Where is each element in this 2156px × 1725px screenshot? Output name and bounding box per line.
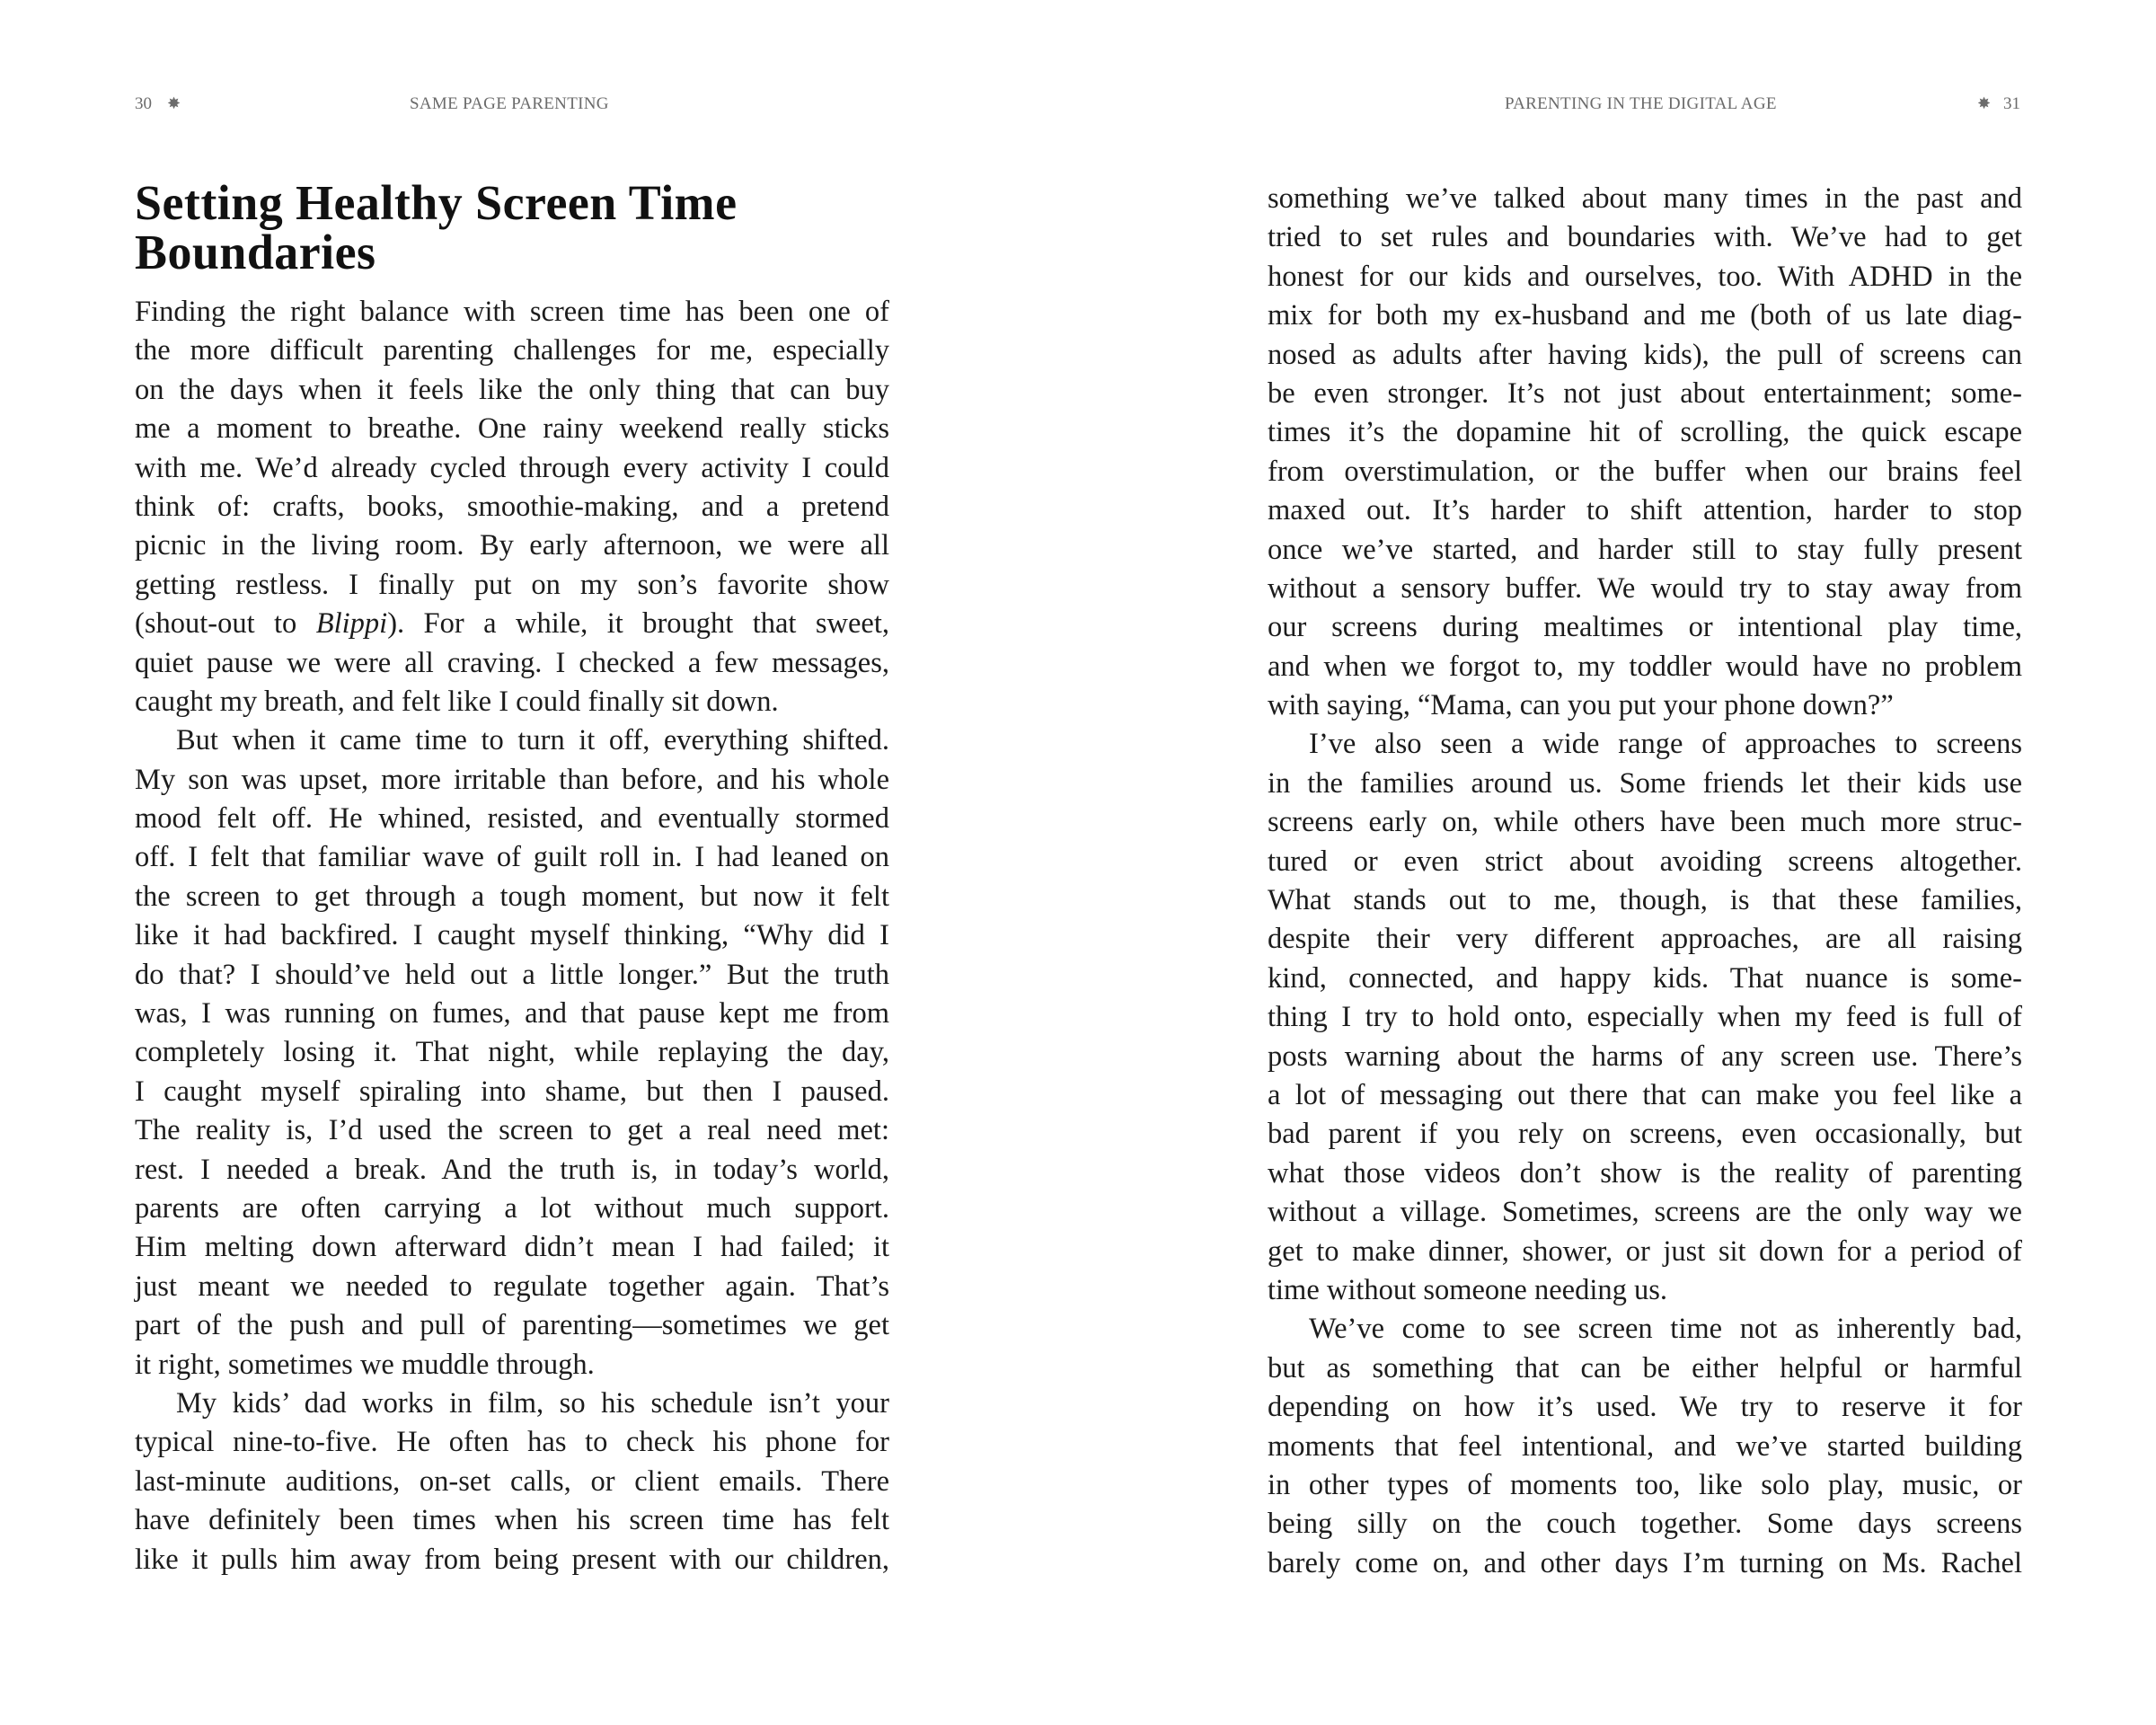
text-line: last-minute auditions, on-set calls, or client emails. There xyxy=(135,1464,889,1498)
body-text-right xyxy=(1268,180,2022,1583)
text-line: times it’s the dopamine hit of scrolling, the quick escape xyxy=(1268,416,2022,449)
text-line: tried to set rules and boundaries with. We’ve had to get xyxy=(1268,221,2022,254)
text-line: rest. I needed a break. And the truth is, in today’s world, xyxy=(135,1153,889,1186)
text-line: the screen to get through a tough moment, but now it felt xyxy=(135,880,889,913)
text-line: like it had backfired. I caught myself thinking, “Why did I xyxy=(135,919,889,952)
text-line: our screens during mealtimes or intentional play time, xyxy=(1268,611,2022,644)
text-line: maxed out. It’s harder to shift attention, harder to stop xyxy=(1268,494,2022,527)
text-line: without a village. Sometimes, screens are the only way we xyxy=(1268,1196,2022,1229)
text-line: part of the push and pull of parenting—sometimes we get xyxy=(135,1309,889,1342)
text-line: My kids’ dad works in film, so his schedule isn’t your xyxy=(176,1386,889,1420)
page-number-left: 30 xyxy=(135,94,152,113)
text-line: depending on how it’s used. We try to reserve it for xyxy=(1268,1391,2022,1424)
text-line: being silly on the couch together. Some days screens xyxy=(1268,1508,2022,1541)
text-line: typical nine-to-five. He often has to check his phone for xyxy=(135,1426,889,1459)
text-line: picnic in the living room. By early afternoon, we were all xyxy=(135,529,889,562)
text-line: My son was upset, more irritable than before, and his whole xyxy=(135,763,889,796)
text-line: quiet pause we were all craving. I checked a few messages, xyxy=(135,646,889,679)
text-line: get to make dinner, shower, or just sit down for a period of xyxy=(1268,1234,2022,1268)
text-line: I’ve also seen a wide range of approaches to screens xyxy=(1309,728,2022,761)
text-line: but as something that can be either helpful or harmful xyxy=(1268,1351,2022,1384)
text-line: the more difficult parenting challenges for me, especially xyxy=(135,334,889,367)
text-line: a lot of messaging out there that can make you feel like a xyxy=(1268,1078,2022,1111)
text-line: think of: crafts, books, smoothie-making, and a pretend xyxy=(135,490,889,523)
text-line: like it pulls him away from being present with our children, xyxy=(135,1543,889,1576)
text-line: do that? I should’ve held out a little longer.” But the truth xyxy=(135,958,889,991)
text-line: barely come on, and other days I’m turning on Ms. Rachel xyxy=(1268,1546,2022,1579)
text-line: parents are often carrying a lot without much support. xyxy=(135,1191,889,1225)
text-line: honest for our kids and ourselves, too. With ADHD in the xyxy=(1268,260,2022,293)
star-ornament-icon: ✸ xyxy=(167,94,181,113)
title-line: Setting Healthy Screen Time xyxy=(135,175,738,230)
text-line: But when it came time to turn it off, everything shifted. xyxy=(176,724,889,757)
italic-title: Blippi xyxy=(315,607,388,641)
text-line: We’ve come to see screen time not as inherently bad, xyxy=(1309,1313,2022,1346)
text-line: thing I try to hold onto, especially when my feed is full of xyxy=(1268,1001,2022,1034)
text-line: moments that feel intentional, and we’ve started building xyxy=(1268,1429,2022,1463)
text-line: on the days when it feels like the only thing that can buy xyxy=(135,373,889,406)
chapter-section-title xyxy=(135,175,892,279)
text-fragment: ). For a while, it brought that sweet, xyxy=(387,607,889,641)
text-line: mix for both my ex-husband and me (both of us late diag- xyxy=(1268,299,2022,332)
text-line: Finding the right balance with screen time has been one of xyxy=(135,296,889,328)
text-line: bad parent if you rely on screens, even occasionally, but xyxy=(1268,1118,2022,1151)
text-line: Him melting down afterward didn’t mean I had failed; it xyxy=(135,1231,889,1264)
text-line: once we’ve started, and harder still to stay fully present xyxy=(1268,533,2022,566)
text-line: time without someone needing us. xyxy=(1268,1273,1668,1306)
text-line: What stands out to me, though, is that these families, xyxy=(1268,884,2022,917)
title-line: Boundaries xyxy=(135,225,376,279)
text-line: mood felt off. He whined, resisted, and eventually stormed xyxy=(135,802,889,836)
text-line: The reality is, I’d used the screen to get a real need met: xyxy=(135,1114,889,1147)
text-line: nosed as adults after having kids), the pull of screens can xyxy=(1268,338,2022,371)
running-head-right: PARENTING IN THE DIGITAL AGE xyxy=(1505,94,1777,113)
text-line: in other types of moments too, like solo play, music, or xyxy=(1268,1468,2022,1501)
text-line: have definitely been times when his screen time has felt xyxy=(135,1504,889,1537)
text-line: I caught myself spiraling into shame, but then I paused. xyxy=(135,1075,889,1108)
text-line: kind, connected, and happy kids. That nuance is some- xyxy=(1268,961,2022,995)
text-line: tured or even strict about avoiding screens altogether. xyxy=(1268,845,2022,878)
text-line: just meant we needed to regulate together again. That’s xyxy=(135,1269,889,1303)
text-line: what those videos don’t show is the reality of parenting xyxy=(1268,1156,2022,1190)
text-line: me a moment to breathe. One rainy weekend really sticks xyxy=(135,412,889,446)
text-line xyxy=(135,605,889,643)
text-line: was, I was running on fumes, and that pause kept me from xyxy=(135,997,889,1031)
text-line: caught my breath, and felt like I could finally sit down. xyxy=(135,685,779,718)
text-line: it right, sometimes we muddle through. xyxy=(135,1348,595,1381)
body-text-left xyxy=(135,293,889,1579)
text-line: be even stronger. It’s not just about entertainment; some- xyxy=(1268,376,2022,410)
text-line: in the families around us. Some friends let their kids use xyxy=(1268,766,2022,800)
text-line: without a sensory buffer. We would try to stay away from xyxy=(1268,571,2022,605)
text-line: with saying, “Mama, can you put your phone down?” xyxy=(1268,689,1894,722)
text-line: from overstimulation, or the buffer when our brains feel xyxy=(1268,455,2022,488)
text-line: completely losing it. That night, while replaying the day, xyxy=(135,1036,889,1069)
star-ornament-icon: ✸ xyxy=(1977,94,1992,113)
text-fragment: (shout-out to xyxy=(135,607,316,641)
text-line: screens early on, while others have been much more struc- xyxy=(1268,806,2022,839)
right-page xyxy=(1078,0,2156,1725)
text-line: getting restless. I finally put on my son’s favorite show xyxy=(135,568,889,601)
text-line: with me. We’d already cycled through every activity I could xyxy=(135,451,889,484)
text-line: and when we forgot to, my toddler would have no problem xyxy=(1268,650,2022,683)
page-number-right: 31 xyxy=(2003,94,2020,113)
text-line: something we’ve talked about many times in the past and xyxy=(1268,182,2022,215)
text-line: off. I felt that familiar wave of guilt roll in. I had leaned on xyxy=(135,841,889,874)
text-line: posts warning about the harms of any screen use. There’s xyxy=(1268,1039,2022,1073)
text-line: despite their very different approaches, are all raising xyxy=(1268,923,2022,956)
running-head-left: SAME PAGE PARENTING xyxy=(410,94,609,113)
